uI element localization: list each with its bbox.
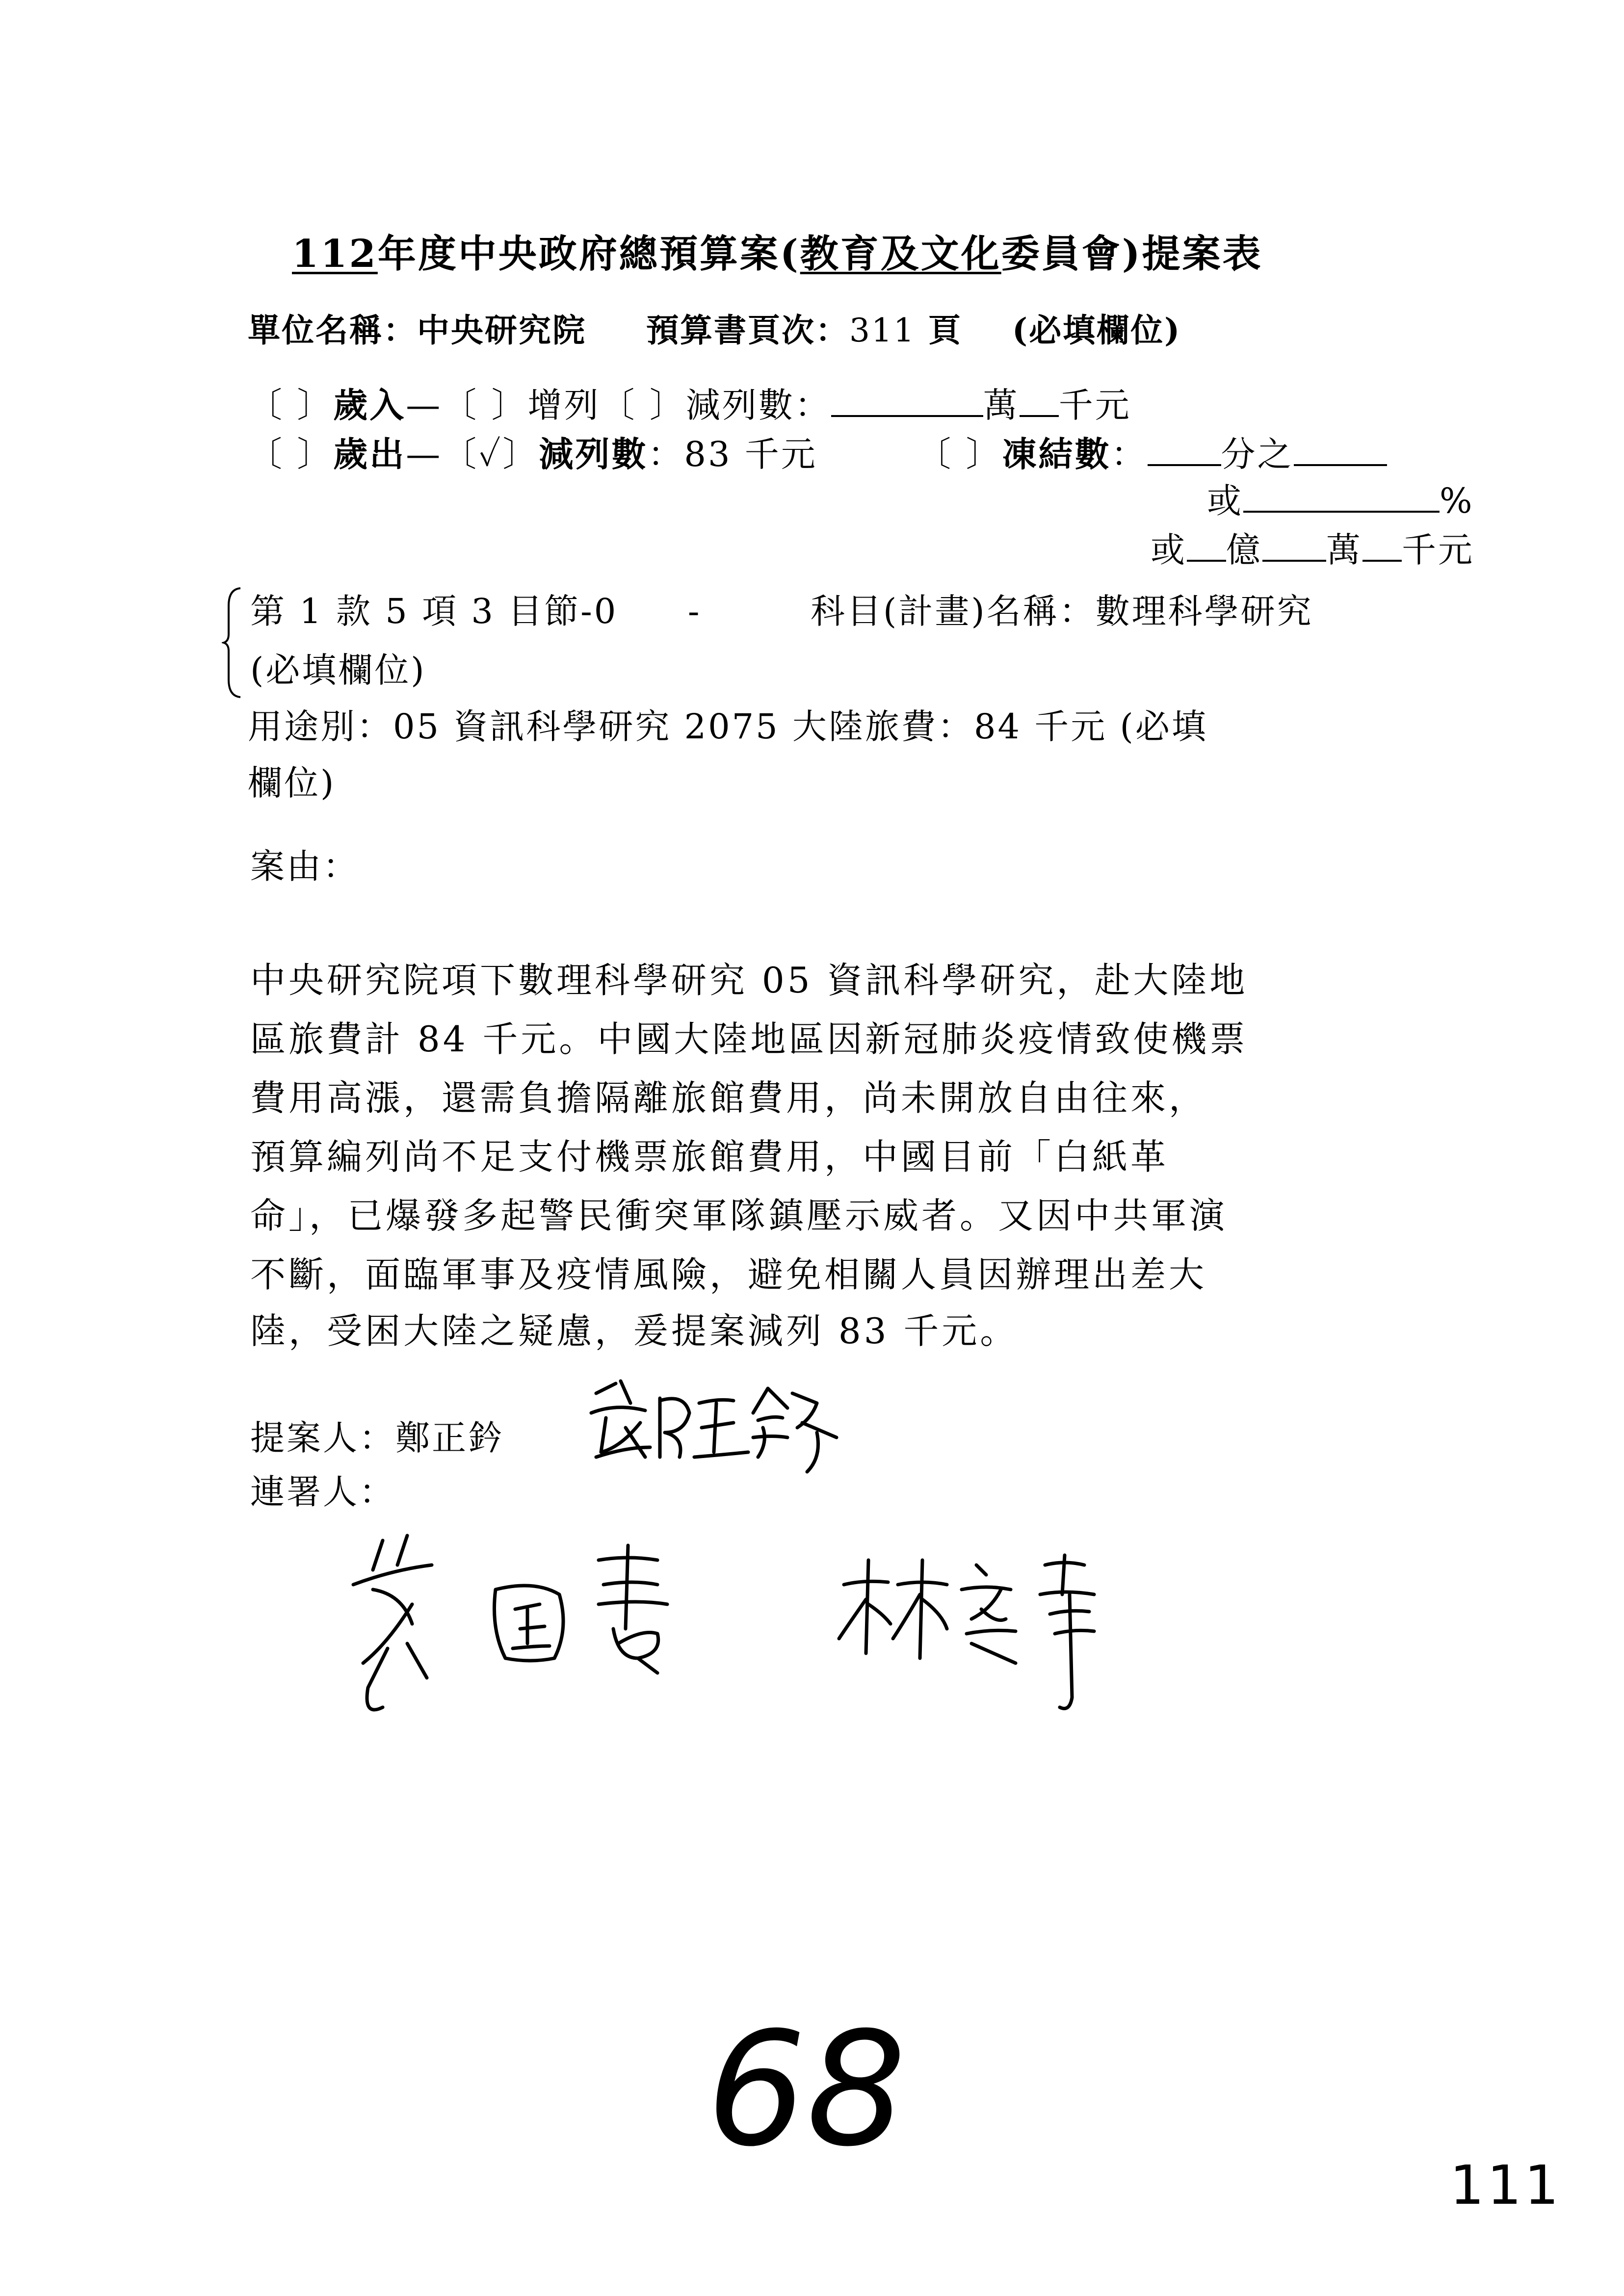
yi-label: 億	[1226, 530, 1262, 570]
revenue-line	[248, 378, 1131, 427]
title-rest: 年度中央政府總預算案(	[377, 232, 800, 276]
reason-line: 命」，已爆發多起警民衝突軍隊鎮壓示威者。又因中共軍演	[250, 1195, 1228, 1236]
expense-dash: —	[406, 434, 443, 474]
required-note: (必填欄位)	[1012, 311, 1181, 349]
expense-amount: ：83 千元	[648, 434, 817, 474]
expense-decrease-label: 減列數	[539, 434, 648, 474]
cosigner-label: 連署人：	[250, 1472, 395, 1512]
proposer-line	[250, 1410, 504, 1460]
decrease-label: 減列數：	[685, 385, 831, 425]
reason-line: 中央研究院項下數理科學研究 05 資訊科學研究，赴大陸地	[250, 960, 1248, 1001]
proposer-name: 鄭正鈐	[395, 1418, 504, 1458]
page-title	[292, 223, 1263, 278]
reason-line: 區旅費計 84 千元。中國大陸地區因新冠肺炎疫情致使機票	[250, 1018, 1248, 1060]
page-number: 68	[707, 1999, 907, 2181]
item-required: (必填欄位)	[250, 650, 426, 690]
qianyuan-label: 千元	[1058, 385, 1131, 425]
revenue-checkbox: 〔 〕	[248, 385, 334, 425]
yi-blank	[1187, 530, 1226, 562]
cosigner-signature-2	[834, 1545, 1178, 1742]
expense-checkbox: 〔 〕	[248, 434, 334, 474]
reason-line: 費用高漲，還需負擔隔離旅館費用，尚未開放自由往來，	[250, 1077, 1207, 1119]
unit-value: 中央研究院	[417, 311, 586, 349]
proposer-label: 提案人：	[250, 1418, 395, 1458]
fraction-blank-1	[1148, 435, 1221, 466]
proposer-signature	[586, 1374, 861, 1487]
reason-line: 不斷，面臨軍事及疫情風險，避免相關人員因辦理出差大	[250, 1254, 1207, 1295]
expense-label: 歲出	[333, 434, 406, 474]
qian-blank-2	[1362, 530, 1402, 562]
percent-blank	[1243, 481, 1440, 513]
cosigner-signature-1	[343, 1531, 785, 1727]
reason-label: 案由：	[250, 846, 359, 887]
decrease-checkbox: 〔 〕	[600, 385, 686, 425]
item-number: 第 1 款 5 項 3 目節-0	[250, 591, 618, 631]
page-label: 預算書頁次：	[646, 311, 849, 349]
percent-label: %	[1440, 481, 1474, 521]
qianyuan-label-2: 千元	[1402, 530, 1474, 570]
fraction-label: 分之	[1221, 434, 1294, 474]
item-line	[250, 584, 1313, 633]
freeze-checkbox: 〔 〕	[917, 434, 1002, 474]
qian-blank	[1020, 386, 1059, 417]
item-separator: -	[687, 591, 702, 631]
wan-label: 萬	[983, 385, 1020, 425]
subject-name: 科目(計畫)名稱：數理科學研究	[811, 591, 1313, 631]
increase-label: 增列	[527, 385, 601, 425]
or-label-2: 或	[1151, 530, 1187, 570]
left-brace-mark	[222, 586, 241, 699]
revenue-dash: —	[406, 385, 443, 425]
page-value: 311	[849, 312, 916, 349]
freeze-colon: ：	[1111, 434, 1148, 474]
revenue-label: 歲入	[333, 385, 406, 425]
increase-checkbox: 〔 〕	[442, 385, 528, 425]
freeze-label: 凍結數	[1002, 434, 1111, 474]
title-tail: 委員會)提案表	[1001, 232, 1263, 276]
reason-line: 預算編列尚不足支付機票旅館費用，中國目前「白紙革	[250, 1136, 1169, 1177]
or-amount-line	[1151, 522, 1474, 572]
fraction-blank-2	[1294, 435, 1387, 466]
unit-line	[248, 304, 1181, 351]
expense-line	[248, 427, 1387, 476]
wan-blank	[831, 386, 983, 417]
decrease-checked-box: 〔✓〕	[442, 434, 539, 474]
page-suffix: 頁	[928, 311, 962, 349]
title-year: 112	[292, 232, 378, 276]
usage-line-1: 用途別：05 資訊科學研究 2075 大陸旅費：84 千元 (必填	[248, 706, 1208, 747]
usage-line-2: 欄位)	[248, 763, 336, 803]
reason-line: 陸，受困大陸之疑慮，爰提案減列 83 千元。	[250, 1310, 1019, 1352]
or-percent-line	[1207, 473, 1474, 523]
wan-label-2: 萬	[1326, 530, 1362, 570]
title-committee: 教育及文化	[800, 232, 1001, 276]
or-label-1: 或	[1207, 481, 1243, 521]
wan-blank-2	[1262, 530, 1326, 562]
unit-label: 單位名稱：	[248, 311, 417, 349]
corner-mark: 111	[1450, 2154, 1562, 2217]
